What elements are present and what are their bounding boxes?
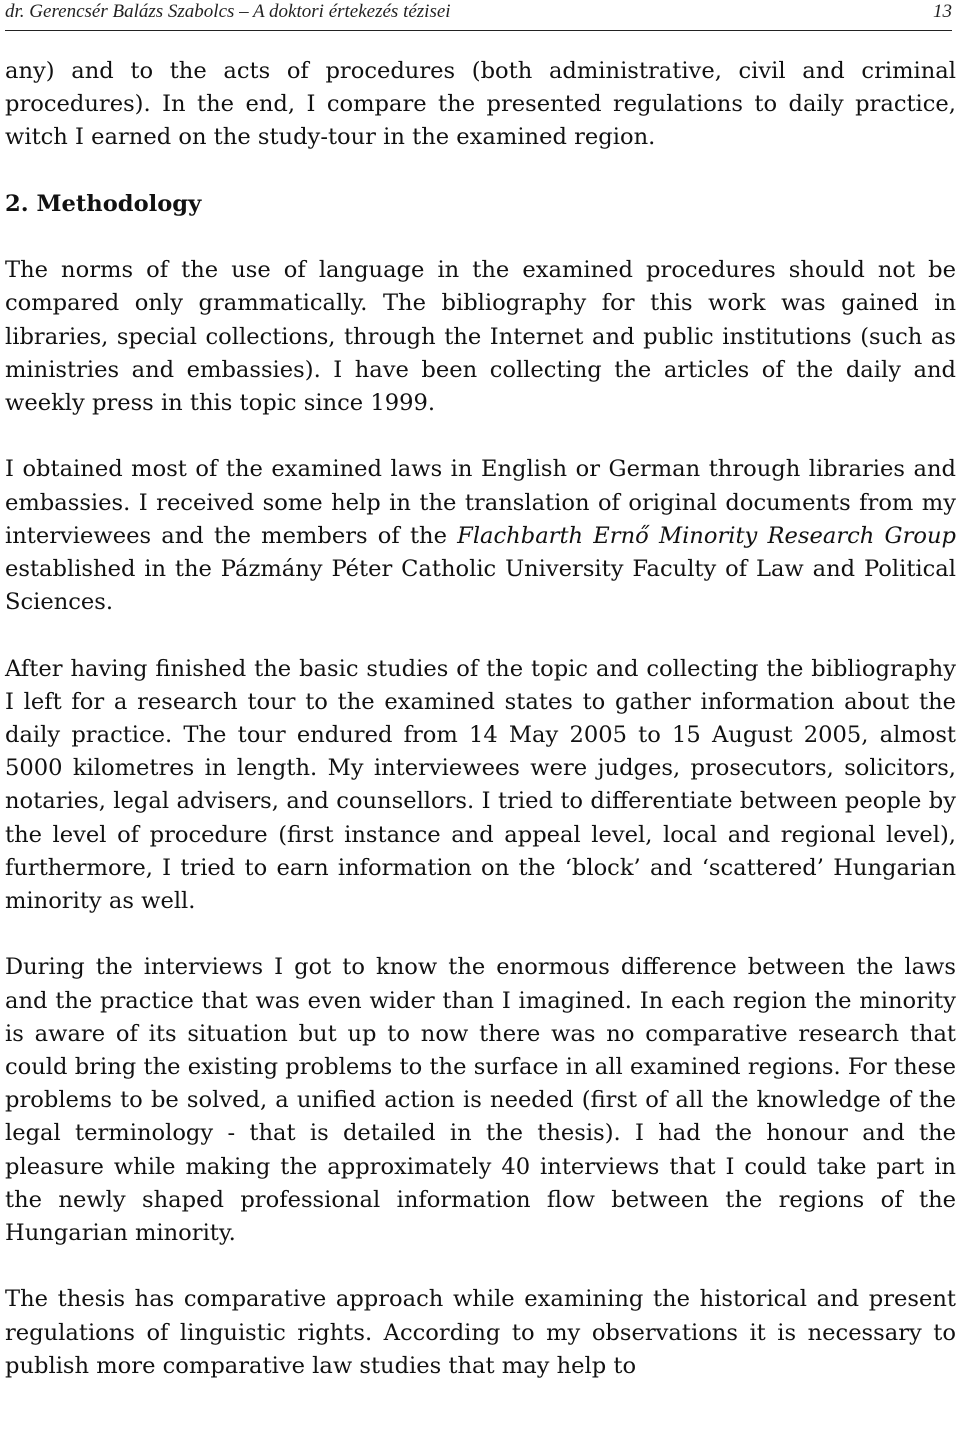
header-author-title: dr. Gerencsér Balázs Szabolcs – A doktori értekezés tézisei: [5, 1, 451, 22]
page-body: [5, 55, 956, 1383]
paragraph-comparative: The thesis has comparative approach while examining the historical and present regulations of linguistic rights. According to my observations it is necessary to publish more comparative law studies that may help to: [5, 1286, 956, 1379]
paragraph-interviews: During the interviews I got to know the enormous difference between the laws and the practice that was even wider than I imagined. In each region the minority is aware of its situation but up to now there was no comparative research that could bring the existing problems to the surface in all examined regions. For these problems to be solved, a unified action is needed (first of all the knowledge of the legal terminology - that is detailed in the thesis). I had the honour and the pleasure while making the approximately 40 interviews that I could take part in the newly shaped professional information flow between the regions of the Hungarian minority.: [5, 954, 956, 1247]
paragraph-laws-part1: I obtained most of the examined laws in English or German through libraries and embassies. I received some help in the translation of original documents from my interviewees and the members of the: [5, 456, 956, 549]
paragraph-laws: [5, 453, 956, 619]
section-heading: 2. Methodology: [5, 190, 202, 217]
page-number: 13: [933, 1, 952, 22]
continuation-paragraph: any) and to the acts of procedures (both administrative, civil and criminal procedures). In the end, I compare the presented regulations to daily practice, witch I earned on the study-tour in the examined region.: [5, 58, 956, 151]
research-group-name: Flachbarth Ernő Minority Research Group: [457, 522, 957, 549]
paragraph-research-tour: After having finished the basic studies of the topic and collecting the bibliography I left for a research tour to the examined states to gather information about the daily practice. The tour endured from 14 May 2005 to 15 August 2005, almost 5000 kilometres in length. My interviewees were judges, prosecutors, solicitors, notaries, legal advisers, and counsellors. I tried to differentiate between people by the level of procedure (first instance and appeal level, local and regional level), furthermore, I tried to earn information on the ‘block’ and ‘scattered’ Hungarian minority as well.: [5, 655, 956, 915]
paragraph-laws-part2: established in the Pázmány Péter Catholic University Faculty of Law and Political Sciences.: [5, 556, 956, 616]
running-header: [5, 0, 952, 31]
paragraph-sources: The norms of the use of language in the examined procedures should not be compared only grammatically. The bibliography for this work was gained in libraries, special collections, through the Internet and public institutions (such as ministries and embassies). I have been collecting the articles of the daily and weekly press in this topic since 1999.: [5, 257, 956, 416]
